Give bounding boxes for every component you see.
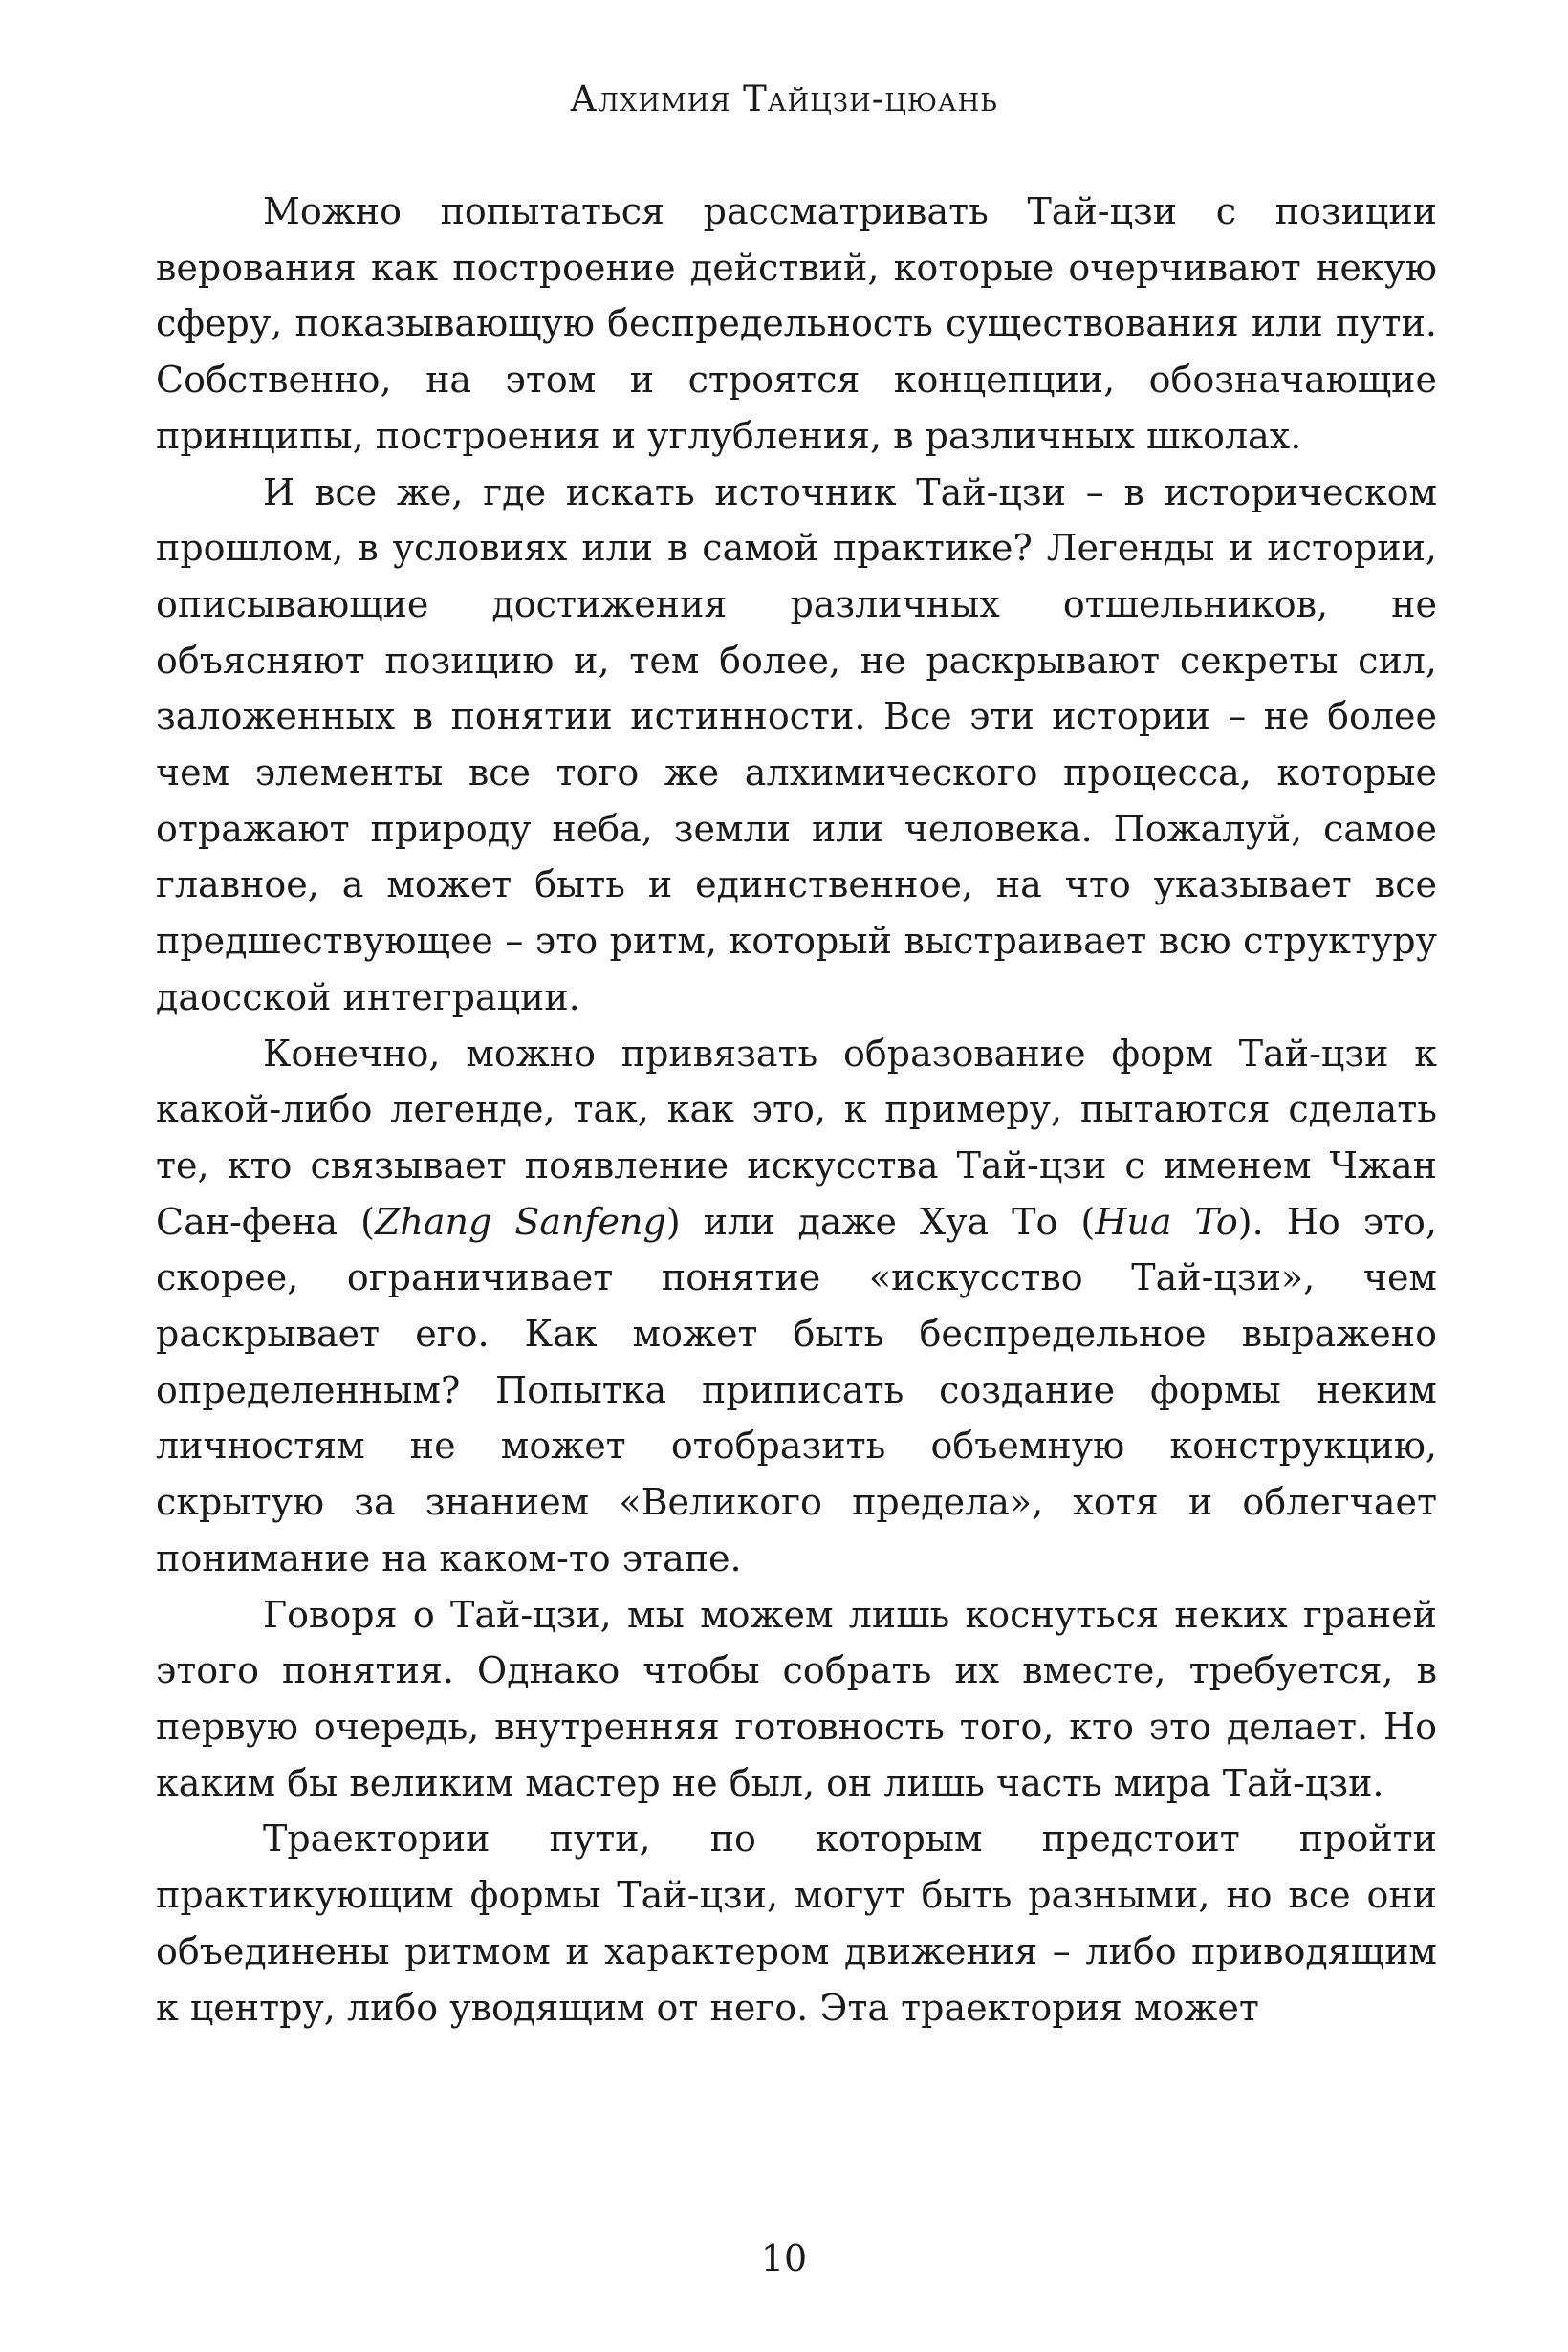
paragraph-1: Можно попытаться рассматривать Тай-цзи с позиции верования как построение действий, которые очерчивают некую сферу, показывающую беспредельность существования или пути. Собственно, на этом и строятся концепции, обозначающие принципы, построения и углубления, в различных школах. [156, 190, 1437, 457]
page-number: 10 [760, 2237, 808, 2279]
paragraph-3-text-3: ). Но это, скорее, ограничивает понятие «искусство Тай-цзи», чем раскрывает его. Как может быть беспредельное выражено определенным? Попытка приписать создание формы неким личностям не может отобразить объемную конструкцию, скрытую за знанием «Великого предела», хотя и облегчает понимание на каком-то этапе. [156, 1200, 1438, 1579]
paragraph-3-text-2: ) или даже Хуа То ( [665, 1200, 1096, 1243]
body-text [156, 184, 1437, 2036]
paragraph-4: Говоря о Тай-цзи, мы можем лишь коснуться неких граней этого понятия. Однако чтобы собрать их вместе, требуется, в первую очередь, внутренняя готовность того, кто это делает. Но каким бы великим мастер не был, он лишь часть мира Тай-цзи. [156, 1593, 1437, 1804]
paragraph-2: И все же, где искать источник Тай-цзи – в историческом прошлом, в условиях или в самой практике? Легенды и истории, описывающие достижения различных отшельников, не объясняют позицию и, тем более, не раскрывают секреты сил, заложенных в понятии истинности. Все эти истории – не более чем элементы все того же алхимического процесса, которые отражают природу неба, земли или человека. Пожалуй, самое главное, а может быть и единственное, на что указывает все предшествующее – это ритм, который выстраивает всю структуру даосской интеграции. [156, 470, 1437, 1018]
paragraph-3-text-1: Конечно, можно привязать образование форм Тай-цзи к какой-либо легенде, так, как это, к примеру, пытаются сделать те, кто связывает появление искусства Тай-цзи с именем Чжан Сан-фена ( [156, 1032, 1437, 1243]
paragraph-3 [156, 1026, 1437, 1587]
paragraph-5: Траектории пути, по которым предстоит пройти практикующим формы Тай-цзи, могут быть разными, но все они объединены ритмом и характером движения – либо приводящим к центру, либо уводящим от него. Эта траектория может [156, 1818, 1437, 2029]
name-hua-to: Hua To [1095, 1200, 1238, 1243]
name-zhang-sanfeng: Zhang Sanfeng [374, 1200, 666, 1243]
running-header: Алхимия Тайцзи-цюань [570, 78, 998, 120]
